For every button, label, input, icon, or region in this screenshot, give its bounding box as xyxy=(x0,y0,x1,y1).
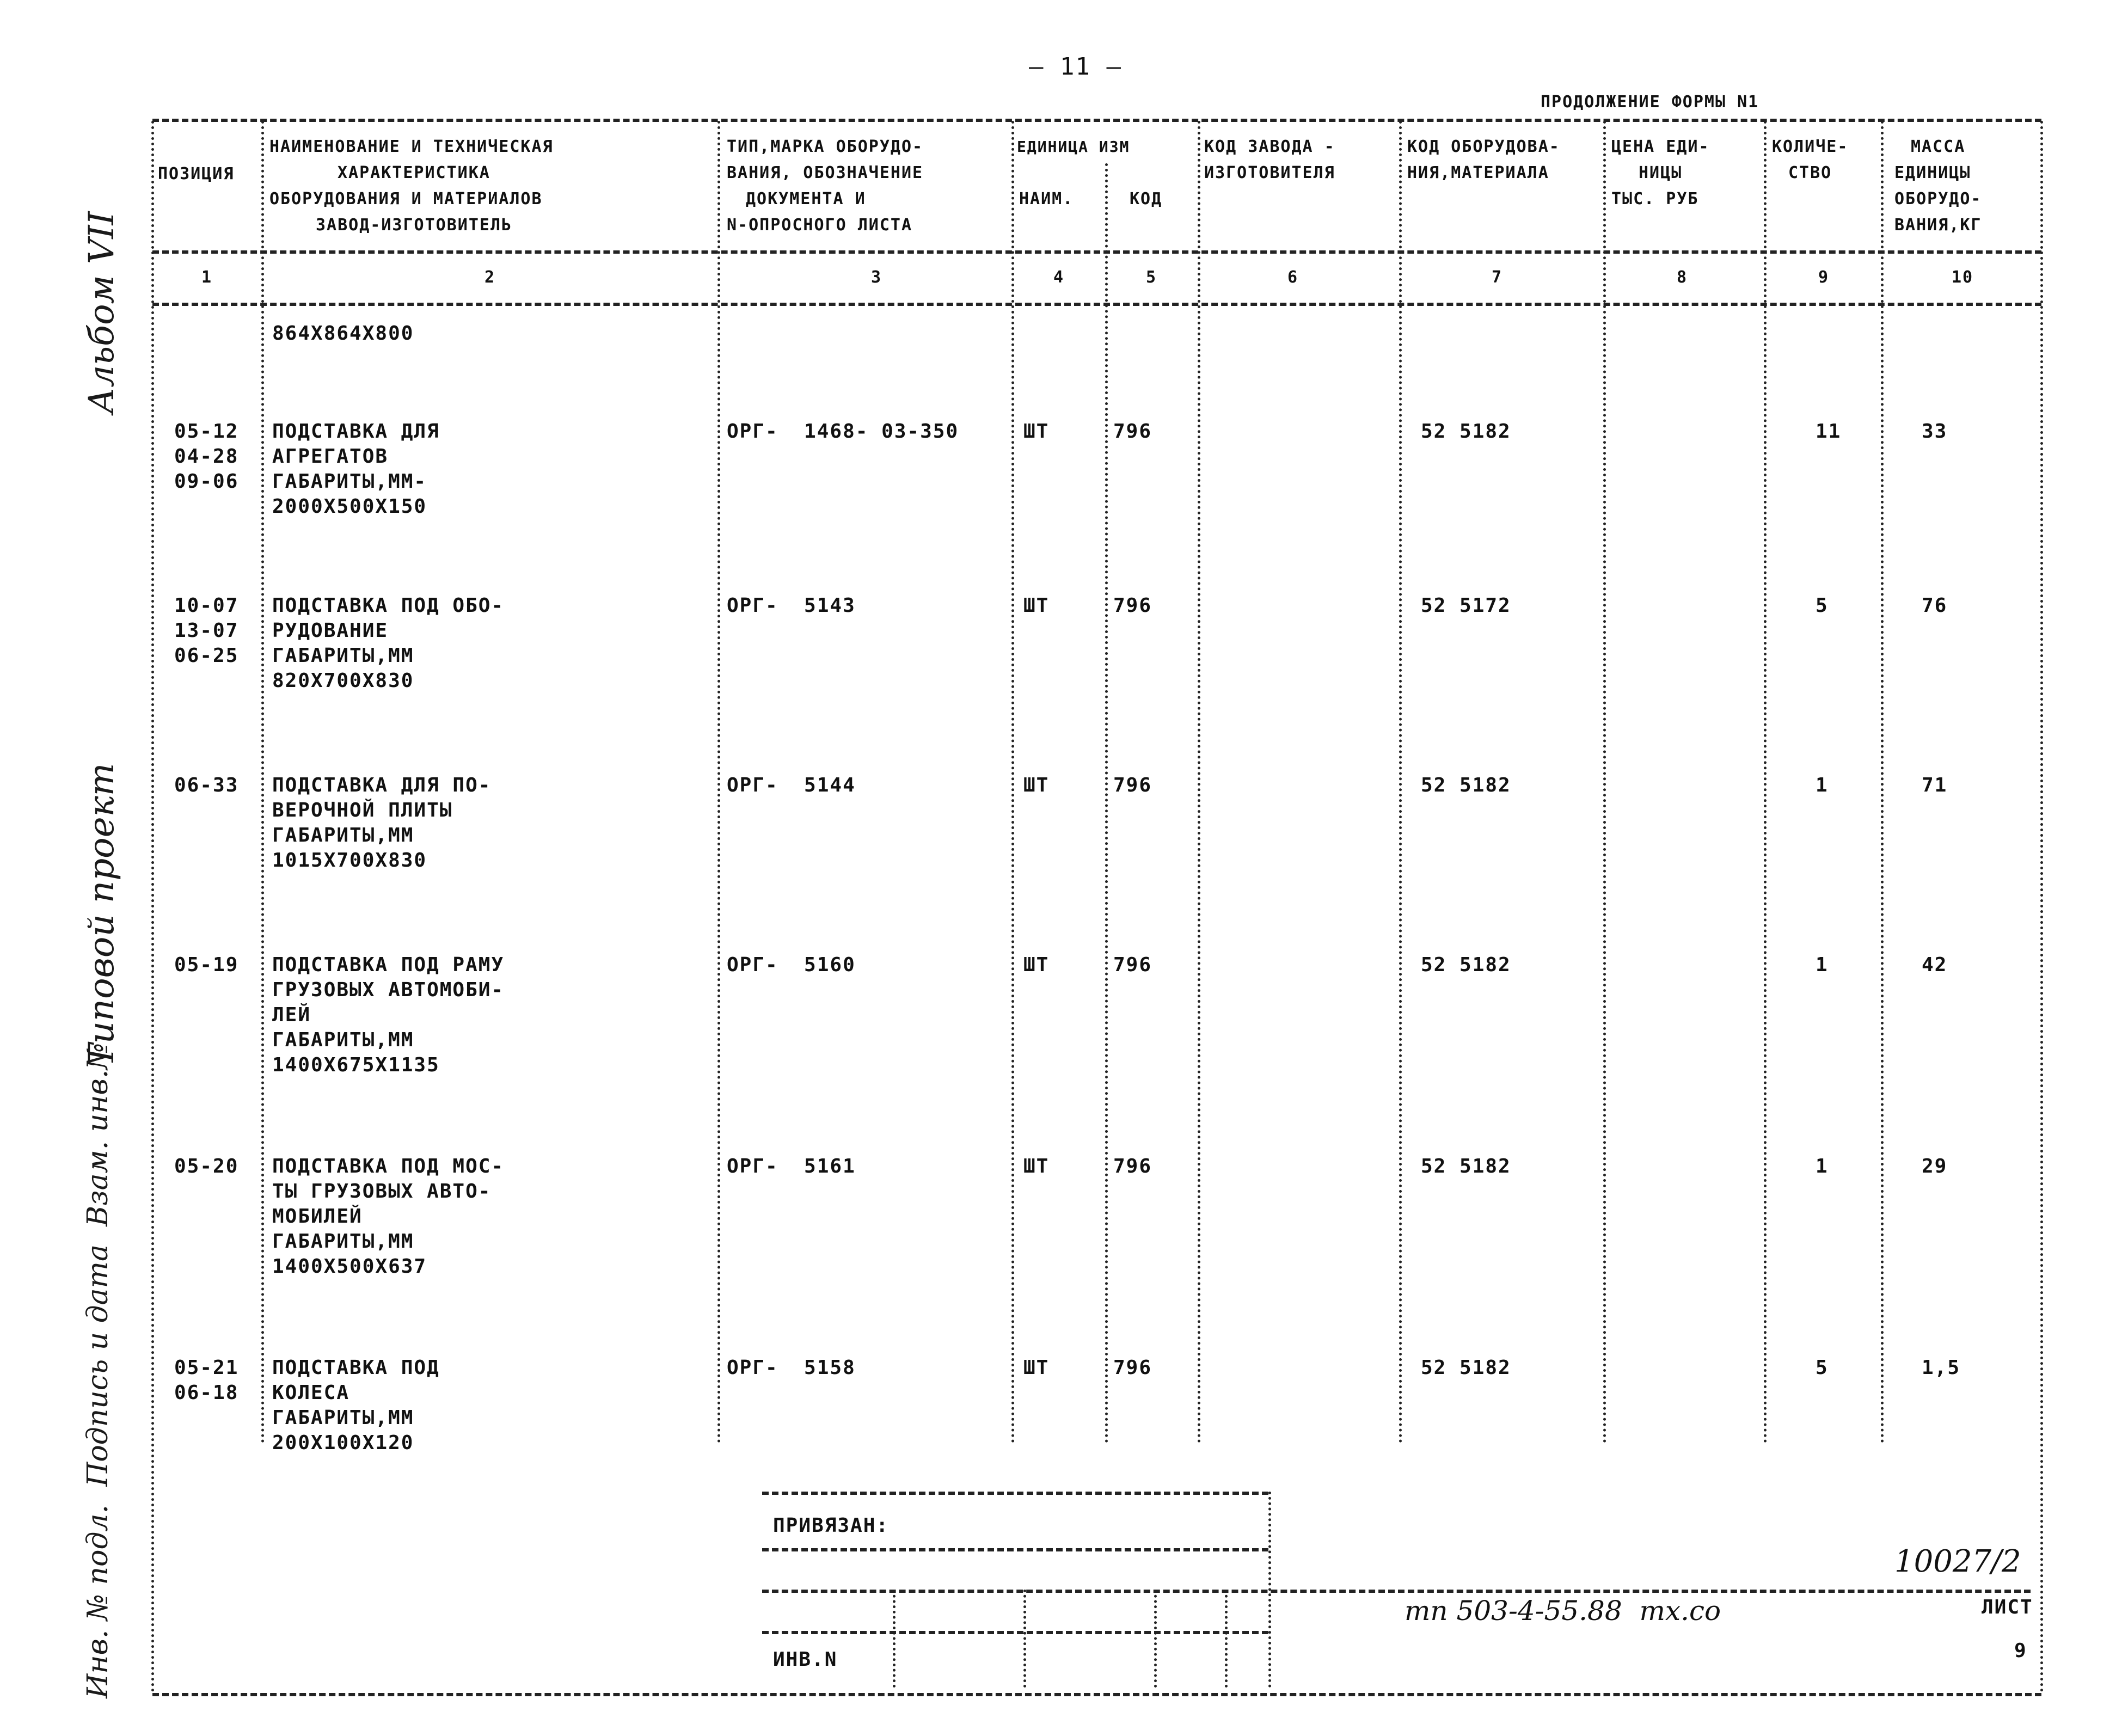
side-label-project: Типовой проект xyxy=(82,763,122,1067)
position-code: 06-25 xyxy=(174,645,239,667)
item-type: ОРГ- 5144 xyxy=(727,774,856,796)
col-sep-2 xyxy=(717,121,720,1444)
item-unit-code: 796 xyxy=(1113,1357,1152,1379)
item-name-line: 820Х700Х830 xyxy=(272,670,414,692)
item-equipment-code: 52 5182 xyxy=(1421,1357,1511,1379)
item-unit: ШТ xyxy=(1023,420,1050,443)
item-equipment-code: 52 5182 xyxy=(1421,954,1511,976)
col-sep-6 xyxy=(1399,121,1402,1444)
position-code: 05-21 xyxy=(174,1357,239,1379)
item-type: ОРГ- 5158 xyxy=(727,1357,856,1379)
col-sep-3 xyxy=(1011,121,1014,1444)
rule-bottom xyxy=(152,1693,2041,1696)
item-unit: ШТ xyxy=(1023,1155,1050,1177)
item-mass: 71 xyxy=(1922,774,1948,796)
item-unit: ШТ xyxy=(1023,1357,1050,1379)
position-code: 09-06 xyxy=(174,470,239,493)
document-code: тп 503-4-55.88 тх.со xyxy=(1405,1595,1721,1627)
col-sep-7 xyxy=(1603,121,1606,1444)
position-code: 13-07 xyxy=(174,619,239,642)
item-name-line: ГАБАРИТЫ,ММ xyxy=(272,824,414,846)
item-type: ОРГ- 5160 xyxy=(727,954,856,976)
item-type: ОРГ- 1468- 03-350 xyxy=(727,420,959,443)
position-code: 10-07 xyxy=(174,594,239,617)
item-name-line: ПОДСТАВКА ДЛЯ xyxy=(272,420,440,443)
item-type: ОРГ- 5143 xyxy=(727,594,856,617)
item-name-line: ГРУЗОВЫХ АВТОМОБИ- xyxy=(272,979,505,1001)
item-equipment-code: 52 5182 xyxy=(1421,774,1511,796)
item-name-line: 864Х864Х800 xyxy=(272,322,414,345)
item-name-line: ПОДСТАВКА ПОД МОС- xyxy=(272,1155,505,1177)
item-name-line: АГРЕГАТОВ xyxy=(272,445,389,468)
item-name-line: КОЛЕСА xyxy=(272,1382,350,1404)
col-sep-5 xyxy=(1198,121,1200,1444)
item-name-line: ГАБАРИТЫ,ММ xyxy=(272,1407,414,1429)
item-name-line: 200Х100Х120 xyxy=(272,1432,414,1454)
col-sep-10 xyxy=(2040,121,2043,1693)
item-name-line: ГАБАРИТЫ,ММ xyxy=(272,1230,414,1253)
col-sep-0 xyxy=(151,121,154,1693)
item-equipment-code: 52 5182 xyxy=(1421,1155,1511,1177)
col-sep-1 xyxy=(261,121,264,1444)
item-name-line: МОБИЛЕЙ xyxy=(272,1205,363,1228)
item-unit-code: 796 xyxy=(1113,594,1152,617)
item-mass: 76 xyxy=(1922,594,1948,617)
item-name-line: 2000Х500Х150 xyxy=(272,495,427,518)
item-name-line: ГАБАРИТЫ,ММ- xyxy=(272,470,427,493)
item-mass: 1,5 xyxy=(1922,1357,1961,1379)
position-code: 06-33 xyxy=(174,774,239,796)
item-type: ОРГ- 5161 xyxy=(727,1155,856,1177)
item-quantity: 1 xyxy=(1816,774,1829,796)
continuation-label: ПРОДОЛЖЕНИЕ ФОРМЫ N1 xyxy=(1541,93,1759,112)
side-label-album: Альбом VII xyxy=(82,211,122,414)
item-mass: 33 xyxy=(1922,420,1948,443)
item-name-line: ЛЕЙ xyxy=(272,1004,311,1026)
header-unit-code: КОД xyxy=(1130,189,1163,208)
position-code: 05-19 xyxy=(174,954,239,976)
position-code: 05-12 xyxy=(174,420,239,443)
item-name-line: ПОДСТАВКА ПОД РАМУ xyxy=(272,954,505,976)
item-name-line: 1015Х700Х830 xyxy=(272,849,427,872)
rule-top xyxy=(152,119,2041,122)
rule-numbers-bottom xyxy=(152,303,2041,306)
item-unit: ШТ xyxy=(1023,954,1050,976)
item-unit-code: 796 xyxy=(1113,954,1152,976)
stamp-privyazan: ПРИВЯЗАН: xyxy=(773,1514,890,1537)
item-name-line: 1400Х500Х637 xyxy=(272,1255,427,1278)
position-code: 06-18 xyxy=(174,1382,239,1404)
stamp-inv: ИНВ.N xyxy=(773,1648,838,1671)
col-sep-9 xyxy=(1881,121,1884,1444)
item-quantity: 11 xyxy=(1816,420,1842,443)
handwritten-number: 10027/2 xyxy=(1894,1544,2021,1579)
header-position: ПОЗИЦИЯ xyxy=(158,164,235,183)
side-label-inventory: Инв. № подл. Подпись и дата Взам. инв.№ xyxy=(82,1042,114,1698)
item-unit-code: 796 xyxy=(1113,420,1152,443)
sheet-number: 9 xyxy=(2014,1640,2027,1662)
item-name-line: РУДОВАНИЕ xyxy=(272,619,389,642)
item-name-line: ПОДСТАВКА ПОД ОБО- xyxy=(272,594,505,617)
col-sep-8 xyxy=(1764,121,1767,1444)
item-quantity: 1 xyxy=(1816,1155,1829,1177)
item-name-line: ПОДСТАВКА ПОД xyxy=(272,1357,440,1379)
item-quantity: 5 xyxy=(1816,594,1829,617)
item-equipment-code: 52 5182 xyxy=(1421,420,1511,443)
item-unit: ШТ xyxy=(1023,594,1050,617)
sheet-label: ЛИСТ xyxy=(1982,1596,2033,1618)
item-name-line: ВЕРОЧНОЙ ПЛИТЫ xyxy=(272,799,453,821)
stamp-block xyxy=(762,1492,2069,1688)
item-name-line: ТЫ ГРУЗОВЫХ АВТО- xyxy=(272,1180,492,1203)
position-code: 05-20 xyxy=(174,1155,239,1177)
header-unit: ЕДИНИЦА ИЗМ xyxy=(1017,138,1130,156)
item-name-line: 1400Х675Х1135 xyxy=(272,1054,440,1076)
item-mass: 42 xyxy=(1922,954,1948,976)
item-unit-code: 796 xyxy=(1113,774,1152,796)
item-mass: 29 xyxy=(1922,1155,1948,1177)
rule-header-bottom xyxy=(152,250,2041,254)
header-unit-name: НАИМ. xyxy=(1019,189,1074,208)
item-name-line: ГАБАРИТЫ,ММ xyxy=(272,645,414,667)
item-unit: ШТ xyxy=(1023,774,1050,796)
col-sep-4 xyxy=(1105,163,1108,1444)
position-code: 04-28 xyxy=(174,445,239,468)
item-quantity: 5 xyxy=(1816,1357,1829,1379)
page-number: – 11 – xyxy=(1029,53,1122,81)
item-name-line: ПОДСТАВКА ДЛЯ ПО- xyxy=(272,774,492,796)
item-unit-code: 796 xyxy=(1113,1155,1152,1177)
item-equipment-code: 52 5172 xyxy=(1421,594,1511,617)
item-name-line: ГАБАРИТЫ,ММ xyxy=(272,1029,414,1051)
item-quantity: 1 xyxy=(1816,954,1829,976)
